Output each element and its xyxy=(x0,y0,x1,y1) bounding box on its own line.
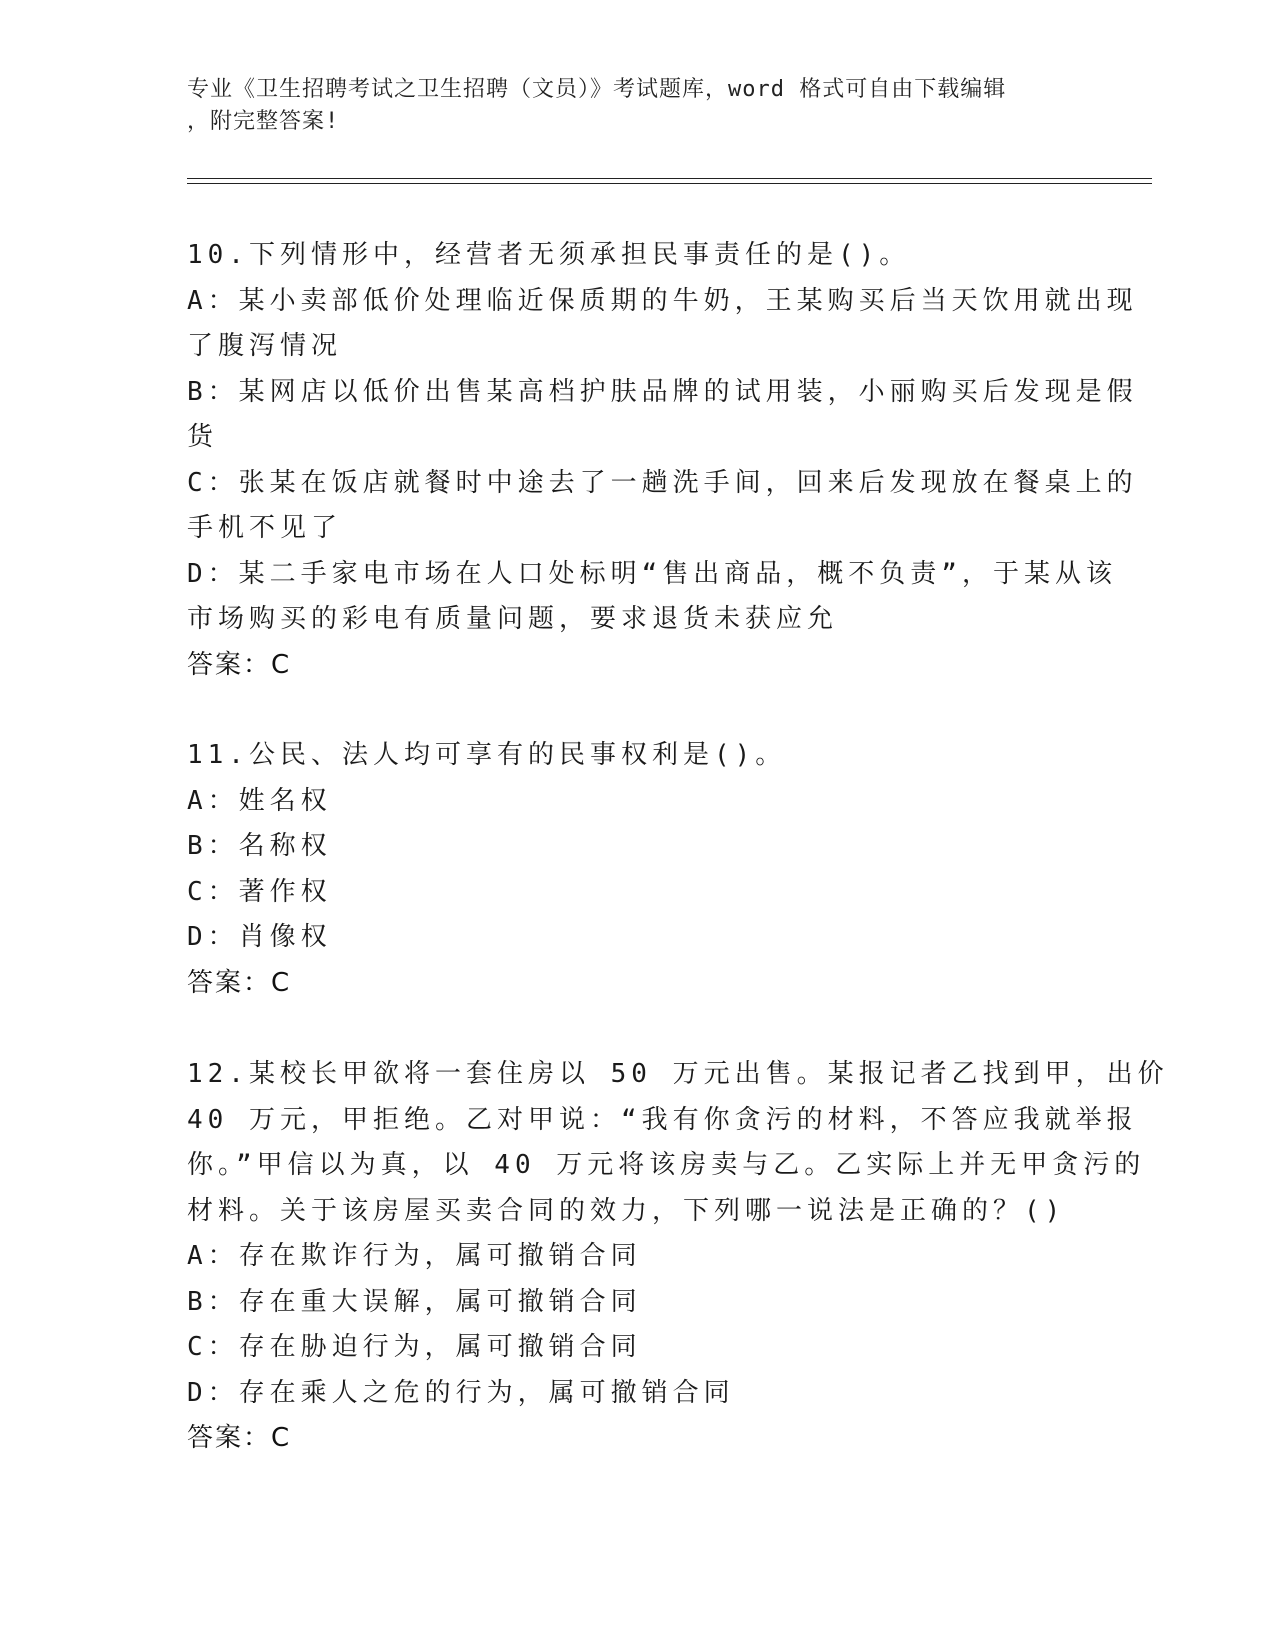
option-b: B：某网店以低价出售某高档护肤品牌的试用装，小丽购买后发现是假 xyxy=(187,376,1138,407)
option-b: B：存在重大误解，属可撤销合同 xyxy=(187,1286,642,1317)
option-d-continued: 市场购买的彩电有质量问题，要求退货未获应允 xyxy=(187,604,839,634)
option-c-continued: 手机不见了 xyxy=(187,513,343,543)
answer-label: 答案：C xyxy=(187,967,292,998)
question-stem: 10.下列情形中，经营者无须承担民事责任的是()。 xyxy=(187,240,911,270)
header-divider-top xyxy=(187,178,1152,179)
option-b-continued: 货 xyxy=(187,422,219,452)
document-header xyxy=(187,74,1067,138)
question-stem: 12.某校长甲欲将一套住房以 50 万元出售。某报记者乙找到甲，出价 xyxy=(187,1059,1169,1089)
question-stem: 11.公民、法人均可享有的民事权利是()。 xyxy=(187,740,787,770)
option-b: B：名称权 xyxy=(187,831,332,861)
question-11 xyxy=(187,733,1087,1006)
option-d: D：存在乘人之危的行为，属可撤销合同 xyxy=(187,1377,735,1408)
header-divider-bottom xyxy=(187,183,1152,184)
option-a: A：存在欺诈行为，属可撤销合同 xyxy=(187,1241,642,1271)
answer-label: 答案：C xyxy=(187,1423,292,1453)
question-stem-continued: 你。”甲信以为真，以 40 万元将该房卖与乙。乙实际上并无甲贪污的 xyxy=(187,1150,1146,1180)
option-a-continued: 了腹泻情况 xyxy=(187,331,343,361)
answer-label: 答案：C xyxy=(187,649,292,680)
option-d: D：某二手家电市场在人口处标明“售出商品，概不负责”，于某从该 xyxy=(187,558,1117,589)
question-stem-continued: 40 万元，甲拒绝。乙对甲说：“我有你贪污的材料，不答应我就举报 xyxy=(187,1104,1138,1135)
question-10 xyxy=(187,233,1138,688)
option-c: C：存在胁迫行为，属可撤销合同 xyxy=(187,1332,642,1362)
option-d: D：肖像权 xyxy=(187,922,332,952)
header-line-1: 专业《卫生招聘考试之卫生招聘（文员）》考试题库，word 格式可自由下载编辑 xyxy=(187,77,1007,102)
option-c: C：著作权 xyxy=(187,876,332,907)
option-a: A：某小卖部低价处理临近保质期的牛奶，王某购买后当天饮用就出现 xyxy=(187,285,1138,316)
question-12 xyxy=(187,1052,1169,1462)
option-a: A：姓名权 xyxy=(187,785,332,816)
header-line-2: ，附完整答案! xyxy=(187,109,340,134)
question-stem-continued: 材料。关于该房屋买卖合同的效力，下列哪一说法是正确的？() xyxy=(187,1195,1066,1226)
option-c: C：张某在饭店就餐时中途去了一趟洗手间，回来后发现放在餐桌上的 xyxy=(187,467,1138,498)
